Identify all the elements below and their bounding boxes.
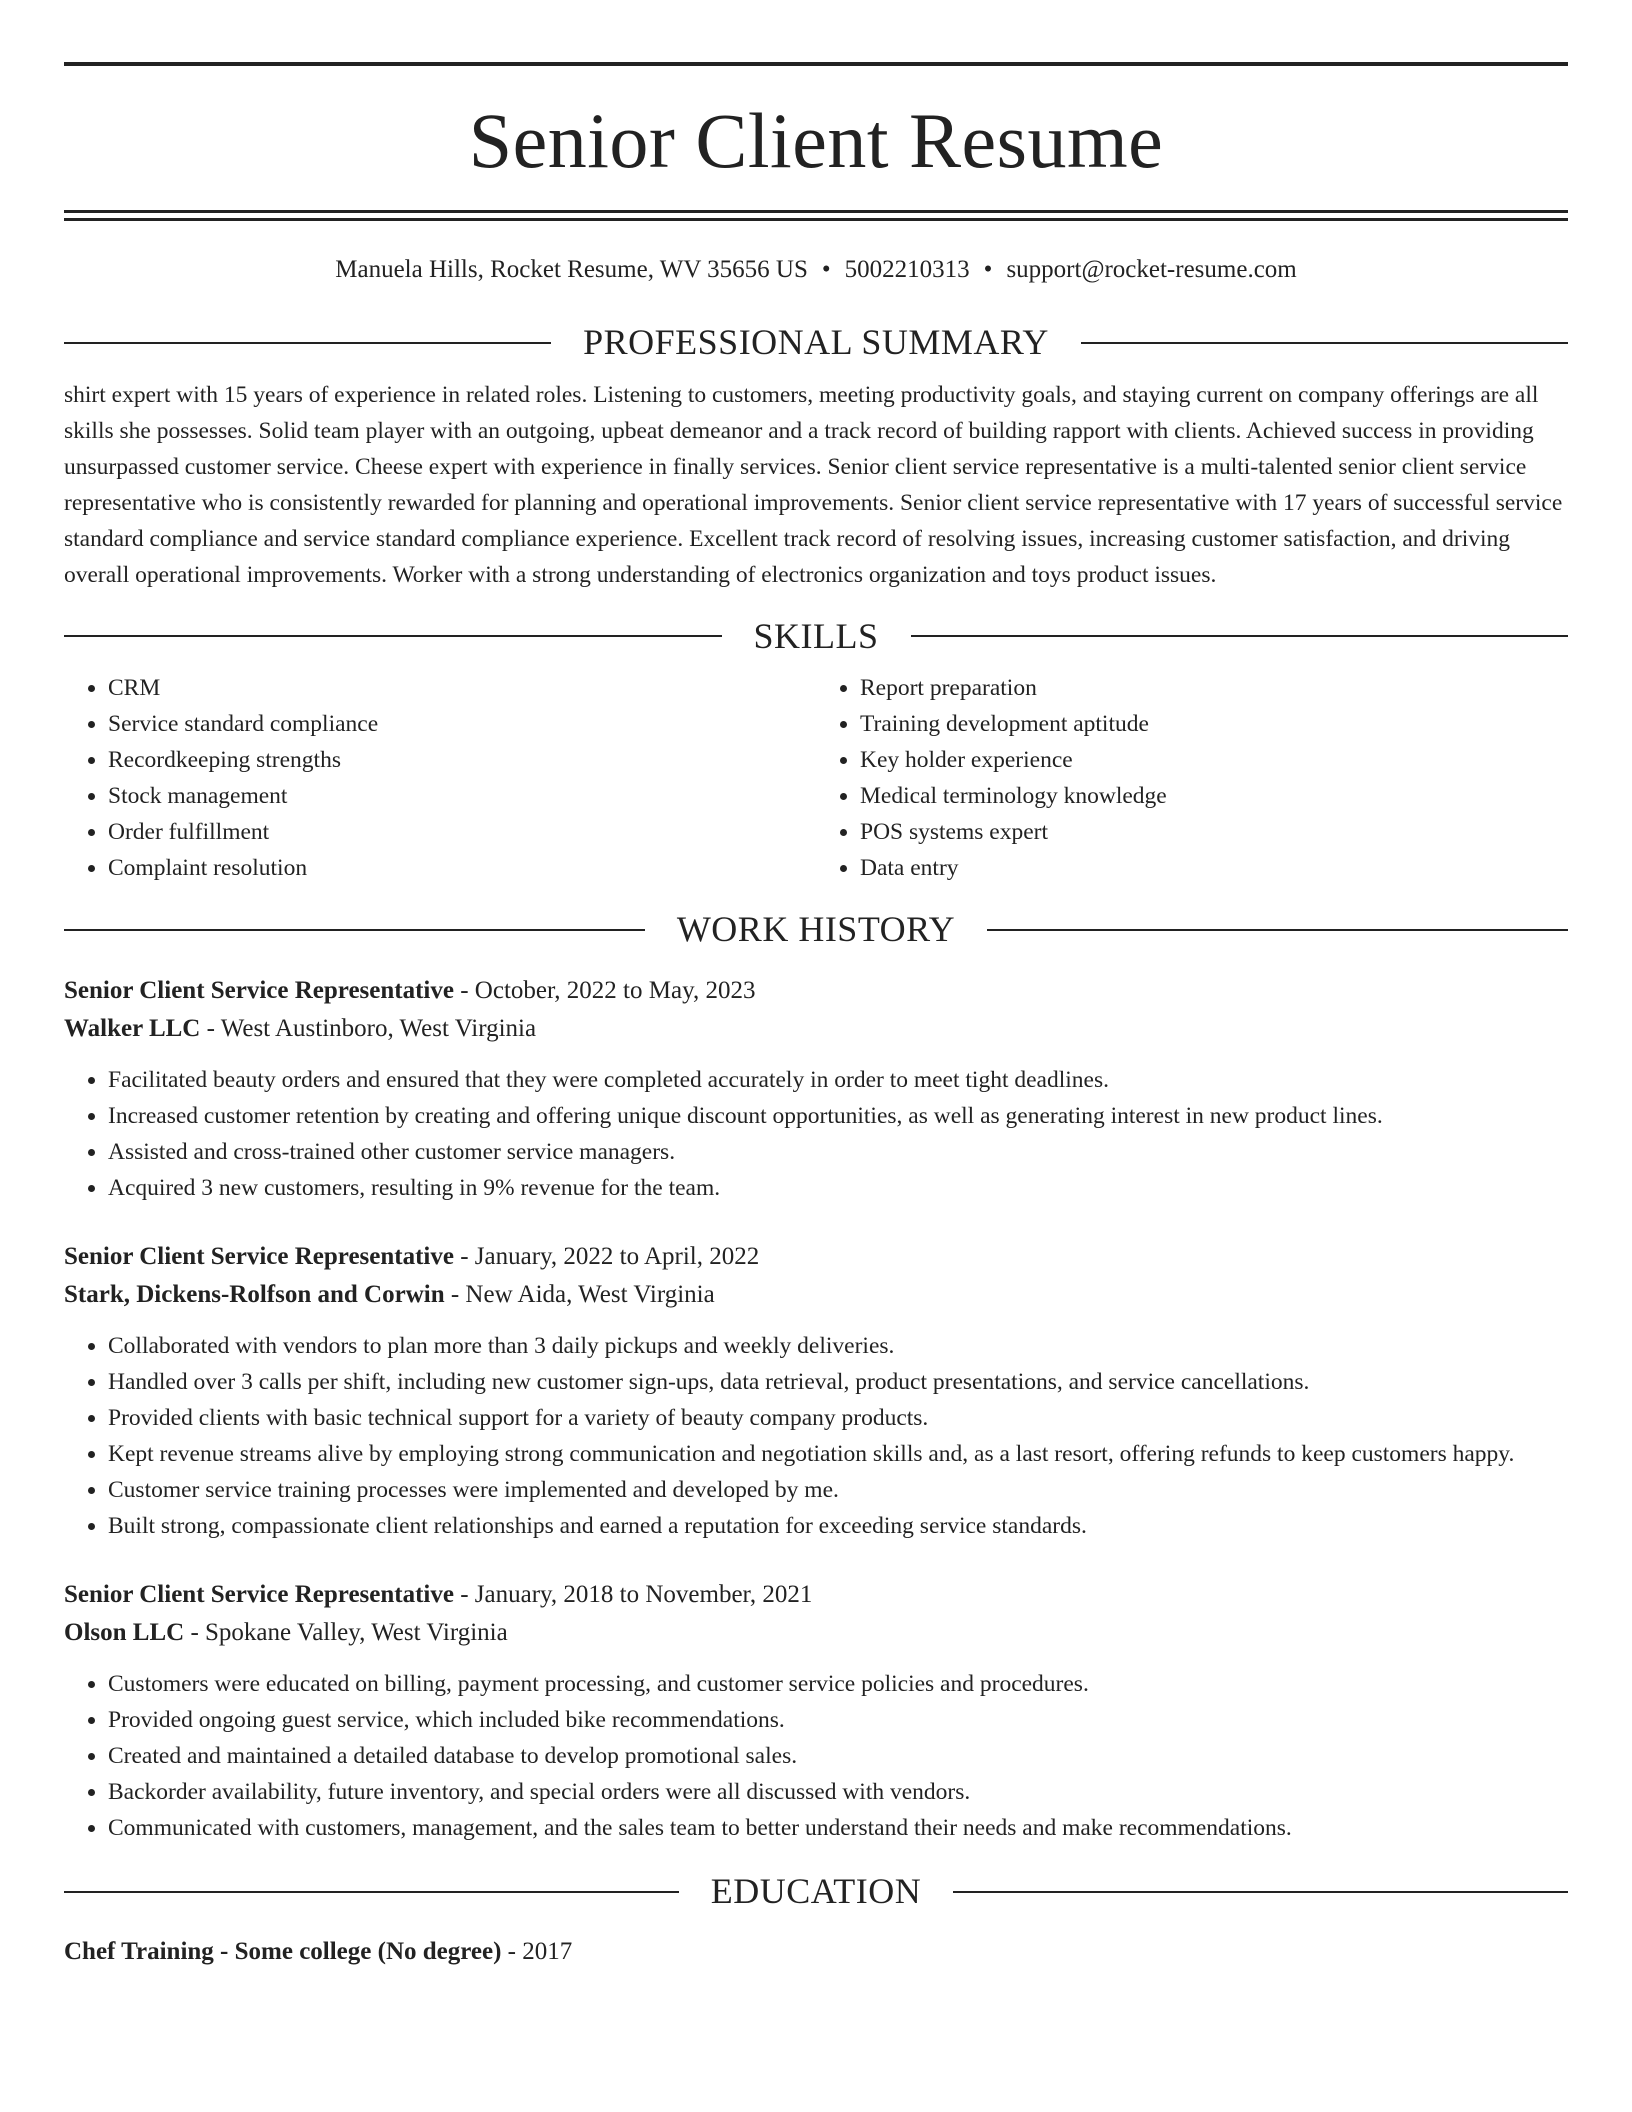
job-bullet: • Assisted and cross-trained other customer service managers. [108,1134,1568,1170]
heading-rule-right [1081,342,1568,344]
title-double-rule [64,210,1568,221]
job-entry [64,1576,1568,1846]
contact-phone: 5002210313 [844,256,970,283]
job-title: Senior Client Service Representative [64,976,454,1004]
job-company-line [64,1276,1568,1314]
job-bullets [64,1062,1568,1206]
education-year: - 2017 [501,1938,573,1966]
job-location: - West Austinboro, West Virginia [200,1014,537,1042]
heading-rule-left [64,635,722,637]
contact-separator: • [983,256,993,283]
skill-item: • Data entry [860,850,1568,886]
skills-column-left [64,670,816,886]
education-section-heading [64,1872,1568,1912]
job-bullet: • Acquired 3 new customers, resulting in 9% revenue for the team. [108,1170,1568,1206]
contact-line [64,255,1568,285]
job-dates: - January, 2018 to November, 2021 [453,1580,813,1608]
job-bullet: • Kept revenue streams alive by employing strong communication and negotiation skills and, as a last resort, offering refunds to keep customers happy. [108,1436,1568,1472]
job-bullets [64,1328,1568,1544]
heading-rule-left [64,1891,679,1893]
heading-rule-left [64,342,551,344]
skill-item: • Medical terminology knowledge [860,778,1568,814]
job-location: - New Aida, West Virginia [444,1280,715,1308]
skill-item: • Service standard compliance [108,706,816,742]
skills-section-heading [64,617,1568,657]
education-heading-label: EDUCATION [710,1870,922,1911]
summary-text: shirt expert with 15 years of experience in related roles. Listening to customers, meeting productivity goals, and staying current on company offerings are all skills she possesses. Solid team player with an outgoing, upbeat demeanor and a track record of building rapport with clients. Achieved success in providing unsurpassed customer service. Cheese expert with experience in finally services. Senior client service representative is a multi-talented senior client service representative who is consistently rewarded for planning and operational improvements. Senior client service representative with 17 years of successful service standard compliance and service standard compliance experience. Excellent track record of resolving issues, increasing customer satisfaction, and driving overall operational improvements. Worker with a strong understanding of electronics organization and toys product issues. [64,381,1563,588]
job-bullet: • Backorder availability, future inventory, and special orders were all discussed with vendors. [108,1774,1568,1810]
skill-item: • CRM [108,670,816,706]
top-rule [64,62,1568,66]
skill-item: • Key holder experience [860,742,1568,778]
contact-email: support@rocket-resume.com [1006,256,1297,283]
job-bullets [64,1666,1568,1846]
job-dates: - October, 2022 to May, 2023 [453,976,756,1004]
job-bullet: • Provided clients with basic technical support for a variety of beauty company products. [108,1400,1568,1436]
contact-separator: • [821,256,831,283]
job-title-line [64,972,1568,1010]
job-bullet: • Communicated with customers, management, and the sales team to better understand their needs and make recommendations. [108,1810,1568,1846]
skill-item: • Complaint resolution [108,850,816,886]
work-heading-label: WORK HISTORY [676,909,956,950]
job-title-line [64,1576,1568,1614]
heading-rule-right [987,929,1568,931]
job-company: Olson LLC [64,1618,185,1646]
summary-heading-label: PROFESSIONAL SUMMARY [583,322,1049,362]
skill-item: • Stock management [108,778,816,814]
job-bullet: • Customers were educated on billing, payment processing, and customer service policies and procedures. [108,1666,1568,1702]
skill-item: • Training development aptitude [860,706,1568,742]
job-company: Walker LLC [64,1014,201,1042]
job-title-line [64,1238,1568,1276]
skills-column-right [816,670,1568,886]
job-company-line [64,1614,1568,1652]
job-bullet: • Provided ongoing guest service, which included bike recommendations. [108,1702,1568,1738]
heading-rule-right [911,635,1569,637]
skill-item: • POS systems expert [860,814,1568,850]
job-bullet: • Facilitated beauty orders and ensured that they were completed accurately in order to meet tight deadlines. [108,1062,1568,1098]
job-bullet: • Increased customer retention by creating and offering unique discount opportunities, as well as generating interest in new product lines. [108,1098,1568,1134]
job-title: Senior Client Service Representative [64,1580,454,1608]
education-entry [64,1933,1568,1971]
skill-item: • Order fulfillment [108,814,816,850]
job-title: Senior Client Service Representative [64,1242,454,1270]
education-program: Chef Training - Some college (No degree) [64,1938,502,1966]
job-bullet: • Customer service training processes were implemented and developed by me. [108,1472,1568,1508]
heading-rule-left [64,929,645,931]
job-entry [64,1238,1568,1544]
skill-item: • Report preparation [860,670,1568,706]
job-bullet: • Collaborated with vendors to plan more than 3 daily pickups and weekly deliveries. [108,1328,1568,1364]
work-section-heading [64,910,1568,950]
contact-address: Manuela Hills, Rocket Resume, WV 35656 US [335,256,808,283]
job-bullet: • Built strong, compassionate client relationships and earned a reputation for exceeding service standards. [108,1508,1568,1544]
job-entry [64,972,1568,1206]
job-bullet: • Handled over 3 calls per shift, including new customer sign-ups, data retrieval, product presentations, and service cancellations. [108,1364,1568,1400]
job-dates: - January, 2022 to April, 2022 [453,1242,760,1270]
skill-item: • Recordkeeping strengths [108,742,816,778]
resume-title: Senior Client Resume [468,97,1164,184]
job-bullet: • Created and maintained a detailed database to develop promotional sales. [108,1738,1568,1774]
skills-heading-label: SKILLS [753,615,879,656]
skills-list [64,670,1568,886]
job-company-line [64,1010,1568,1048]
heading-rule-right [953,1891,1568,1893]
job-location: - Spokane Valley, West Virginia [184,1618,508,1646]
job-company: Stark, Dickens-Rolfson and Corwin [64,1280,445,1308]
summary-section-heading [64,323,1568,363]
